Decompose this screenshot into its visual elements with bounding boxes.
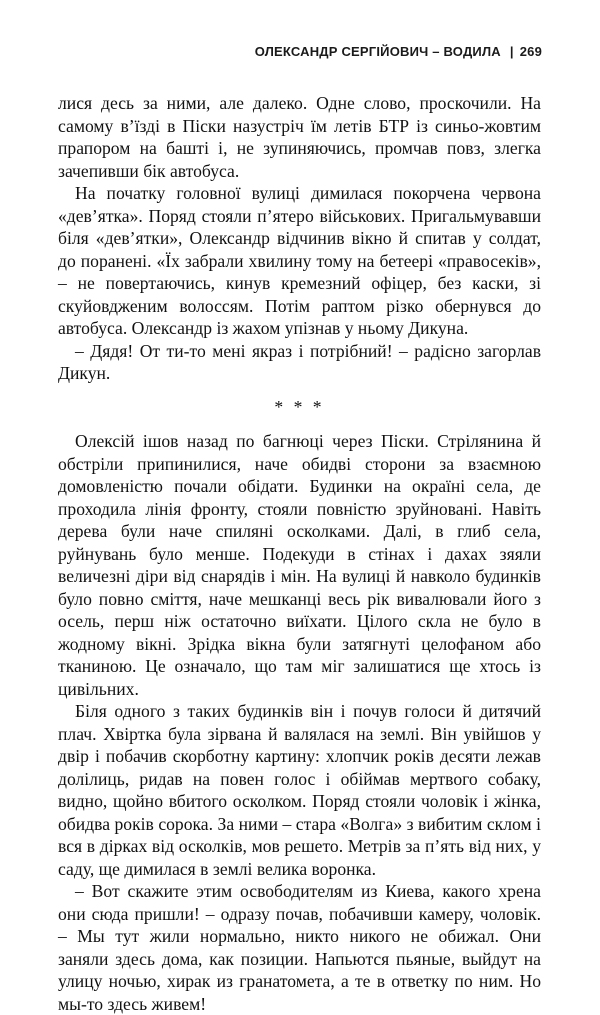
section-break: * * * bbox=[274, 396, 325, 417]
paragraph: – Дядя! От ти-то мені якраз і потрібний! – радісно загорлав Дикун. bbox=[58, 340, 541, 383]
paragraph: На початку головної вулиці димилася покорчена червона «дев’ятка». Поряд стояли п’ятеро військових. Пригальмувавши біля «дев’ятки», Олександр відчинив вікно й спитав у солдат, до поранені. «Їх забрали хвилину тому на бетеері «правосеків», – не повертаючись, кинув кремезний офіцер, без каски, зі скуйовдженим волоссям. Потім раптом різко обернувся до автобуса. Олександр із жахом упізнав у ньому Дикуна. bbox=[58, 183, 541, 338]
paragraph: Олексій ішов назад по багнюці через Піски. Стрілянина й обстріли припинилися, наче обидві сторони за взаємною домовленістю почали обідати. Будинки на окраїні села, де проходила лінія фронту, стояли повністю зруйновані. Навіть дерева були наче спиляні осколками. Далі, в глиб села, руйнувань було менше. Подекуди в стінах і дахах зяяли величезні діри від снарядів і мін. На вулиці й навколо будинків було повно сміття, наче мешканці весь рік вивалювали його з осель, перш ніж остаточно виїхати. Цілого скла не було в жодному вікні. Зрідка вікна були затягнуті целофаном або тканиною. Це означало, що там міг залишатися ще хтось із цивільних. bbox=[58, 431, 541, 699]
paragraph: – Вот скажите этим освободителям из Киева, какого хрена они сюда пришли! – одразу почав, побачивши камеру, чоловік. – Мы тут жили нормально, никто никого не обижал. Они заняли здесь дома, как позиции. Напьются пьяные, выйдут на улицу ночью, хирак из гранатомета, а те в ответку по ним. Но мы-то здесь живем! bbox=[58, 881, 541, 1014]
paragraph: лися десь за ними, але далеко. Одне слово, проскочили. На самому в’їзді в Піски назустріч їм летів БТР із синьо-жовтим прапором на башті і, не зупиняючись, промчав повз, злегка зачепивши бік автобуса. bbox=[58, 93, 541, 181]
header-separator: | bbox=[509, 44, 514, 59]
page-number: 269 bbox=[519, 44, 542, 59]
header-title: ОЛЕКСАНДР СЕРГІЙОВИЧ – ВОДИЛА bbox=[254, 44, 501, 59]
paragraph: Біля одного з таких будинків він і почув голоси й дитячий плач. Хвіртка була зірвана й валялася на землі. Він увійшов у двір і побачив скорботну картину: хлопчик років десяти лежав долілиць, ридав на повен голос і обіймав мертвого собаку, видно, щойно вбитого осколком. Поряд стояли чоловік і жінка, обидва років сорока. За ними – стара «Волга» з вибитим склом і вся в дірках від осколків, мов решето. Метрів за п’ять від них, у саду, ще димилася в землі велика воронка. bbox=[58, 701, 541, 879]
page-body bbox=[58, 92, 541, 1015]
running-header bbox=[60, 44, 542, 59]
